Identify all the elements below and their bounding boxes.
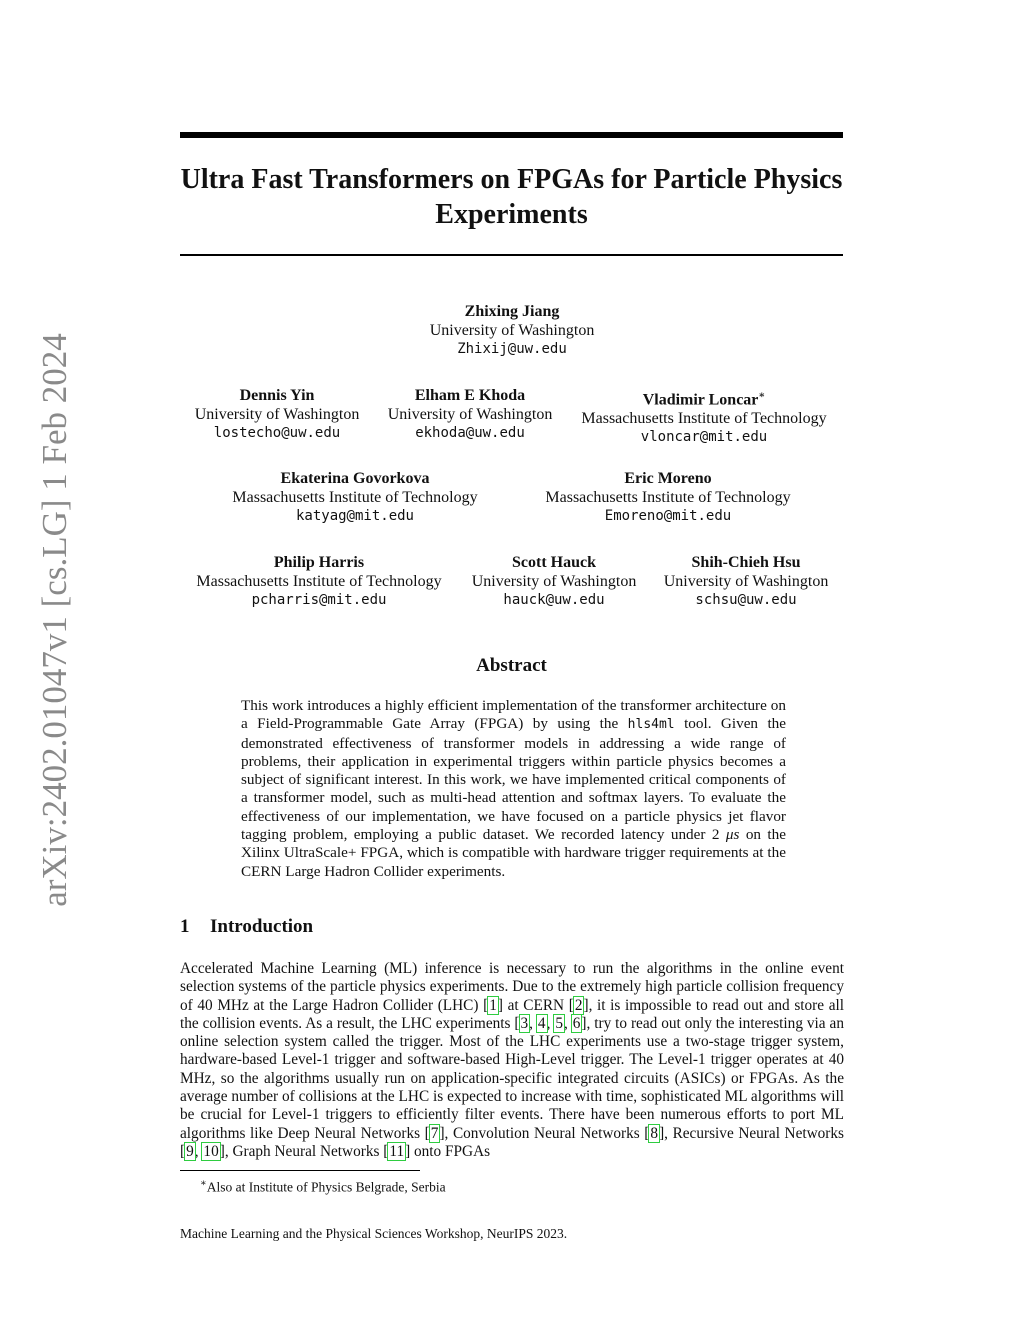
author-affiliation: Massachusetts Institute of Technology <box>232 489 478 506</box>
footnote: ∗Also at Institute of Physics Belgrade, Serbia <box>200 1178 446 1195</box>
author-affiliation: Massachusetts Institute of Technology <box>545 489 791 506</box>
author-block <box>196 553 441 610</box>
author-name: Scott Hauck <box>512 554 596 571</box>
author-email[interactable]: schsu@uw.edu <box>695 592 797 608</box>
citation-link[interactable]: 1 <box>489 996 497 1014</box>
author-email[interactable]: katyag@mit.edu <box>295 508 414 524</box>
citation-link[interactable]: 3 <box>520 1014 529 1032</box>
author-affiliation: University of Washington <box>663 573 829 590</box>
author-email[interactable]: pcharris@mit.edu <box>251 592 387 608</box>
author-name: Philip Harris <box>273 554 365 571</box>
section-heading <box>180 916 313 938</box>
citation-link[interactable]: 4 <box>537 1014 546 1032</box>
author-email[interactable]: lostecho@uw.edu <box>213 425 341 441</box>
author-block <box>472 553 637 610</box>
title-bottom-rule <box>180 254 843 256</box>
abstract-body: This work introduces a highly efficient implementation of the transformer architecture on a Field-Programmable Gate Array (FPGA) by using the hls4ml tool. Given the demonstrated effectiveness of transformer models in addressing a wide range of problems, their application in experimental triggers within particle physics becomes a subject of significant interest. In this work, we have implemented critical components of a transformer model, such as multi-head attention and softmax layers. To evaluate the effectiveness of our implementation, we have focused on a particle physics jet flavor tagging problem, employing a public dataset. We recorded latency under 2 μs on the Xilinx UltraScale+ FPGA, which is compatible with hardware trigger requirements at the CERN Large Hadron Collider experiments. <box>241 697 787 880</box>
author-name: Eric Moreno <box>624 470 712 487</box>
author-name: Elham E Khoda <box>414 387 526 404</box>
section-number: 1 <box>180 916 190 937</box>
author-affiliation: Massachusetts Institute of Technology <box>581 410 827 428</box>
author-block <box>581 386 826 447</box>
unit-symbol: μs <box>725 826 740 844</box>
author-block <box>664 553 829 610</box>
citation-link[interactable]: 10 <box>203 1142 219 1160</box>
author-affiliation: University of Washington <box>194 406 360 423</box>
citation-link[interactable]: 5 <box>555 1014 563 1032</box>
author-affiliation: University of Washington <box>429 322 595 339</box>
author-email[interactable]: Zhixij@uw.edu <box>457 341 567 357</box>
author-name: Shih-Chieh Hsu <box>691 554 801 571</box>
citation-link[interactable]: 7 <box>430 1124 439 1142</box>
title-top-rule <box>180 132 843 138</box>
paper-title: Ultra Fast Transformers on FPGAs for Particle Physics Experiments <box>180 164 843 230</box>
author-block <box>232 469 477 526</box>
citation-link[interactable]: 8 <box>650 1124 659 1142</box>
citation-link[interactable]: 11 <box>389 1142 405 1160</box>
author-name: Dennis Yin <box>239 387 315 404</box>
section-title: Introduction <box>210 916 314 937</box>
arxiv-sidebar-stamp: arXiv:2402.01047v1 [cs.LG] 1 Feb 2024 <box>35 333 74 907</box>
author-block <box>545 469 790 526</box>
author-affiliation: University of Washington <box>471 573 637 590</box>
author-name: Ekaterina Govorkova <box>280 470 430 487</box>
author-name: Vladimir Loncar∗ <box>642 390 766 409</box>
citation-link[interactable]: 6 <box>572 1014 581 1032</box>
author-block <box>388 386 553 443</box>
author-block <box>195 386 360 443</box>
author-footnote-mark: ∗ <box>758 390 766 401</box>
citation-link[interactable]: 2 <box>574 996 583 1014</box>
footnote-rule <box>180 1170 420 1171</box>
citation-link[interactable]: 9 <box>186 1142 194 1160</box>
abstract-heading: Abstract <box>476 655 547 676</box>
author-email[interactable]: vloncar@mit.edu <box>640 429 768 446</box>
author-affiliation: University of Washington <box>387 406 553 423</box>
author-affiliation: Massachusetts Institute of Technology <box>196 573 442 590</box>
author-email[interactable]: ekhoda@uw.edu <box>415 425 525 441</box>
footnote-mark: ∗ <box>200 1178 207 1189</box>
venue-line: Machine Learning and the Physical Sciences Workshop, NeurIPS 2023. <box>180 1226 568 1241</box>
author-block <box>430 302 595 359</box>
tool-name: hls4ml <box>627 717 675 733</box>
author-email[interactable]: hauck@uw.edu <box>503 592 605 608</box>
author-name: Zhixing Jiang <box>464 303 560 320</box>
intro-paragraph: Accelerated Machine Learning (ML) inference is necessary to run the algorithms in the online event selection systems of the particle physics experiments. Due to the extremely high particle collision frequency of 40 MHz at the Large Hadron Collider (LHC) [1] at CERN [2], it is impossible to read out and store all the collision events. As a result, the LHC experiments [3, 4, 5, 6], try to read out only the interesting via an online selection system called the trigger. Most of the LHC experiments use a two-stage trigger system, hardware-based Level-1 trigger and software-based High-Level trigger. The Level-1 trigger operates at 40 MHz, so the algorithms usually run on application-specific integrated circuits (ASICs) or FPGAs. As the average number of collisions at the LHC is expected to increase with time, sophisticated ML algorithms will be crucial for Level-1 triggers to efficiently filter events. There have been numerous efforts to port ML algorithms like Deep Neural Networks [7], Convolution Neural Networks [8], Recursive Neural Networks [9, 10], Graph Neural Networks [11] onto FPGAs <box>180 960 845 1160</box>
author-email[interactable]: Emoreno@mit.edu <box>604 508 732 524</box>
